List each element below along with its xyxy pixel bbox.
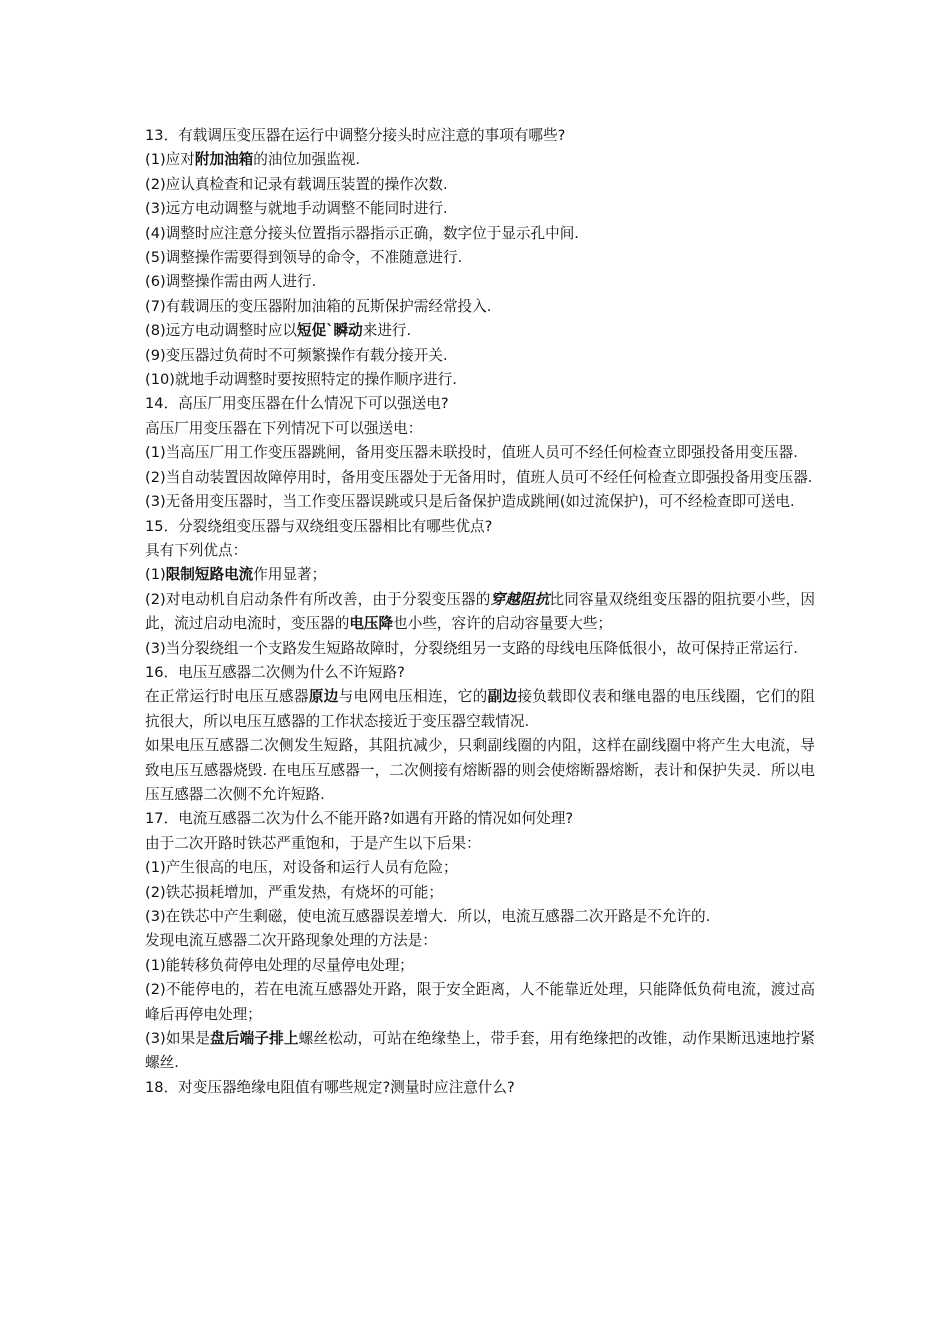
q15-title: 15．分裂绕组变压器与双绕组变压器相比有哪些优点? [145, 517, 493, 535]
q17-title: 17．电流互感器二次为什么不能开路?如遇有开路的情况如何处理? [145, 810, 574, 828]
q17-method-3: (3)如果是盘后端子排上螺丝松动，可站在绝缘垫上，带手套，用有绝缘把的改锥，动作果断迅速地拧紧螺丝. [145, 1030, 815, 1072]
q17-item-2: (2)铁芯损耗增加，严重发热，有烧坏的可能； [145, 883, 443, 901]
q15-item-2: (2)对电动机自启动条件有所改善，由于分裂变压器的穿越阻抗比同容量双绕组变压器的阻抗要小些，因此，流过启动电流时，变压器的电压降也小些，容许的启动容量要大些； [145, 590, 815, 633]
q14-item-2: (2)当自动装置因故障停用时，备用变压器处于无备用时，值班人员可不经任何检查立即强投备用变压器. [145, 468, 813, 486]
q17-method-intro: 发现电流互感器二次开路现象处理的方法是： [145, 932, 437, 950]
q13-item-4: (4)调整时应注意分接头位置指示器指示正确，数字位于显示孔中间. [145, 224, 579, 242]
q17-item-1: (1)产生很高的电压，对设备和运行人员有危险； [145, 859, 458, 877]
q13-item-7: (7)有载调压的变压器附加油箱的瓦斯保护需经常投入. [145, 297, 492, 315]
q14-item-1: (1)当高压厂用工作变压器跳闸，备用变压器未联投时，值班人员可不经任何检查立即强投备用变压器. [145, 444, 798, 462]
q15-item-1: (1)限制短路电流作用显著； [145, 566, 327, 584]
q14-title: 14．高压厂用变压器在什么情况下可以强送电? [145, 395, 449, 413]
q13-title: 13．有载调压变压器在运行中调整分接头时应注意的事项有哪些? [145, 127, 566, 144]
q15-item-3: (3)当分裂绕组一个支路发生短路故障时，分裂绕组另一支路的母线电压降低很小，故可保持正常运行. [145, 639, 798, 657]
q13-item-3: (3)远方电动调整与就地手动调整不能同时进行. [145, 200, 448, 218]
q13-item-10: (10)就地手动调整时要按照特定的操作顺序进行. [145, 371, 457, 389]
q17-item-3: (3)在铁芯中产生剩磁，使电流互感器误差增大．所以，电流互感器二次开路是不允许的. [145, 908, 711, 925]
q13-item-1: (1)应对附加油箱的油位加强监视. [145, 151, 361, 169]
document-body [145, 124, 815, 1100]
q16-paragraph-2: 如果电压互感器二次侧发生短路，其阻抗减少，只剩副线圈的内阻，这样在副线圈中将产生大电流，导致电压互感器烧毁. 在电压互感器一，二次侧接有熔断器的则会使熔断器熔断，表计和保护失灵．所以电压互感器二次侧不允许短路. [145, 737, 815, 803]
q17-intro: 由于二次开路时铁芯严重饱和，于是产生以下后果： [145, 834, 481, 852]
q13-item-6: (6)调整操作需由两人进行. [145, 273, 317, 291]
q14-item-3: (3)无备用变压器时，当工作变压器误跳或只是后备保护造成跳闸(如过流保护)，可不经检查即可送电. [145, 493, 795, 511]
q16-title: 16．电压互感器二次侧为什么不许短路? [145, 663, 405, 681]
q13-item-8: (8)远方电动调整时应以短促`瞬动来进行. [145, 322, 412, 340]
q17-method-2: (2)不能停电的，若在电流互感器处开路，限于安全距离，人不能靠近处理，只能降低负荷电流，渡过高峰后再停电处理； [145, 981, 815, 1023]
q15-intro: 具有下列优点： [145, 541, 248, 559]
q13-item-2: (2)应认真检查和记录有载调压装置的操作次数. [145, 175, 448, 193]
q13-item-9: (9)变压器过负荷时不可频繁操作有载分接开关. [145, 346, 448, 364]
q17-method-1: (1)能转移负荷停电处理的尽量停电处理； [145, 956, 414, 974]
q14-intro: 高压厂用变压器在下列情况下可以强送电： [145, 419, 423, 437]
q13-item-5: (5)调整操作需要得到领导的命令，不准随意进行. [145, 249, 463, 267]
q16-paragraph-1: 在正常运行时电压互感器原边与电网电压相连，它的副边接负载即仪表和继电器的电压线圈，它们的阻抗很大，所以电压互感器的工作状态接近于变压器空载情况. [145, 688, 815, 730]
q18-title: 18．对变压器绝缘电阻值有哪些规定?测量时应注意什么? [145, 1078, 515, 1096]
